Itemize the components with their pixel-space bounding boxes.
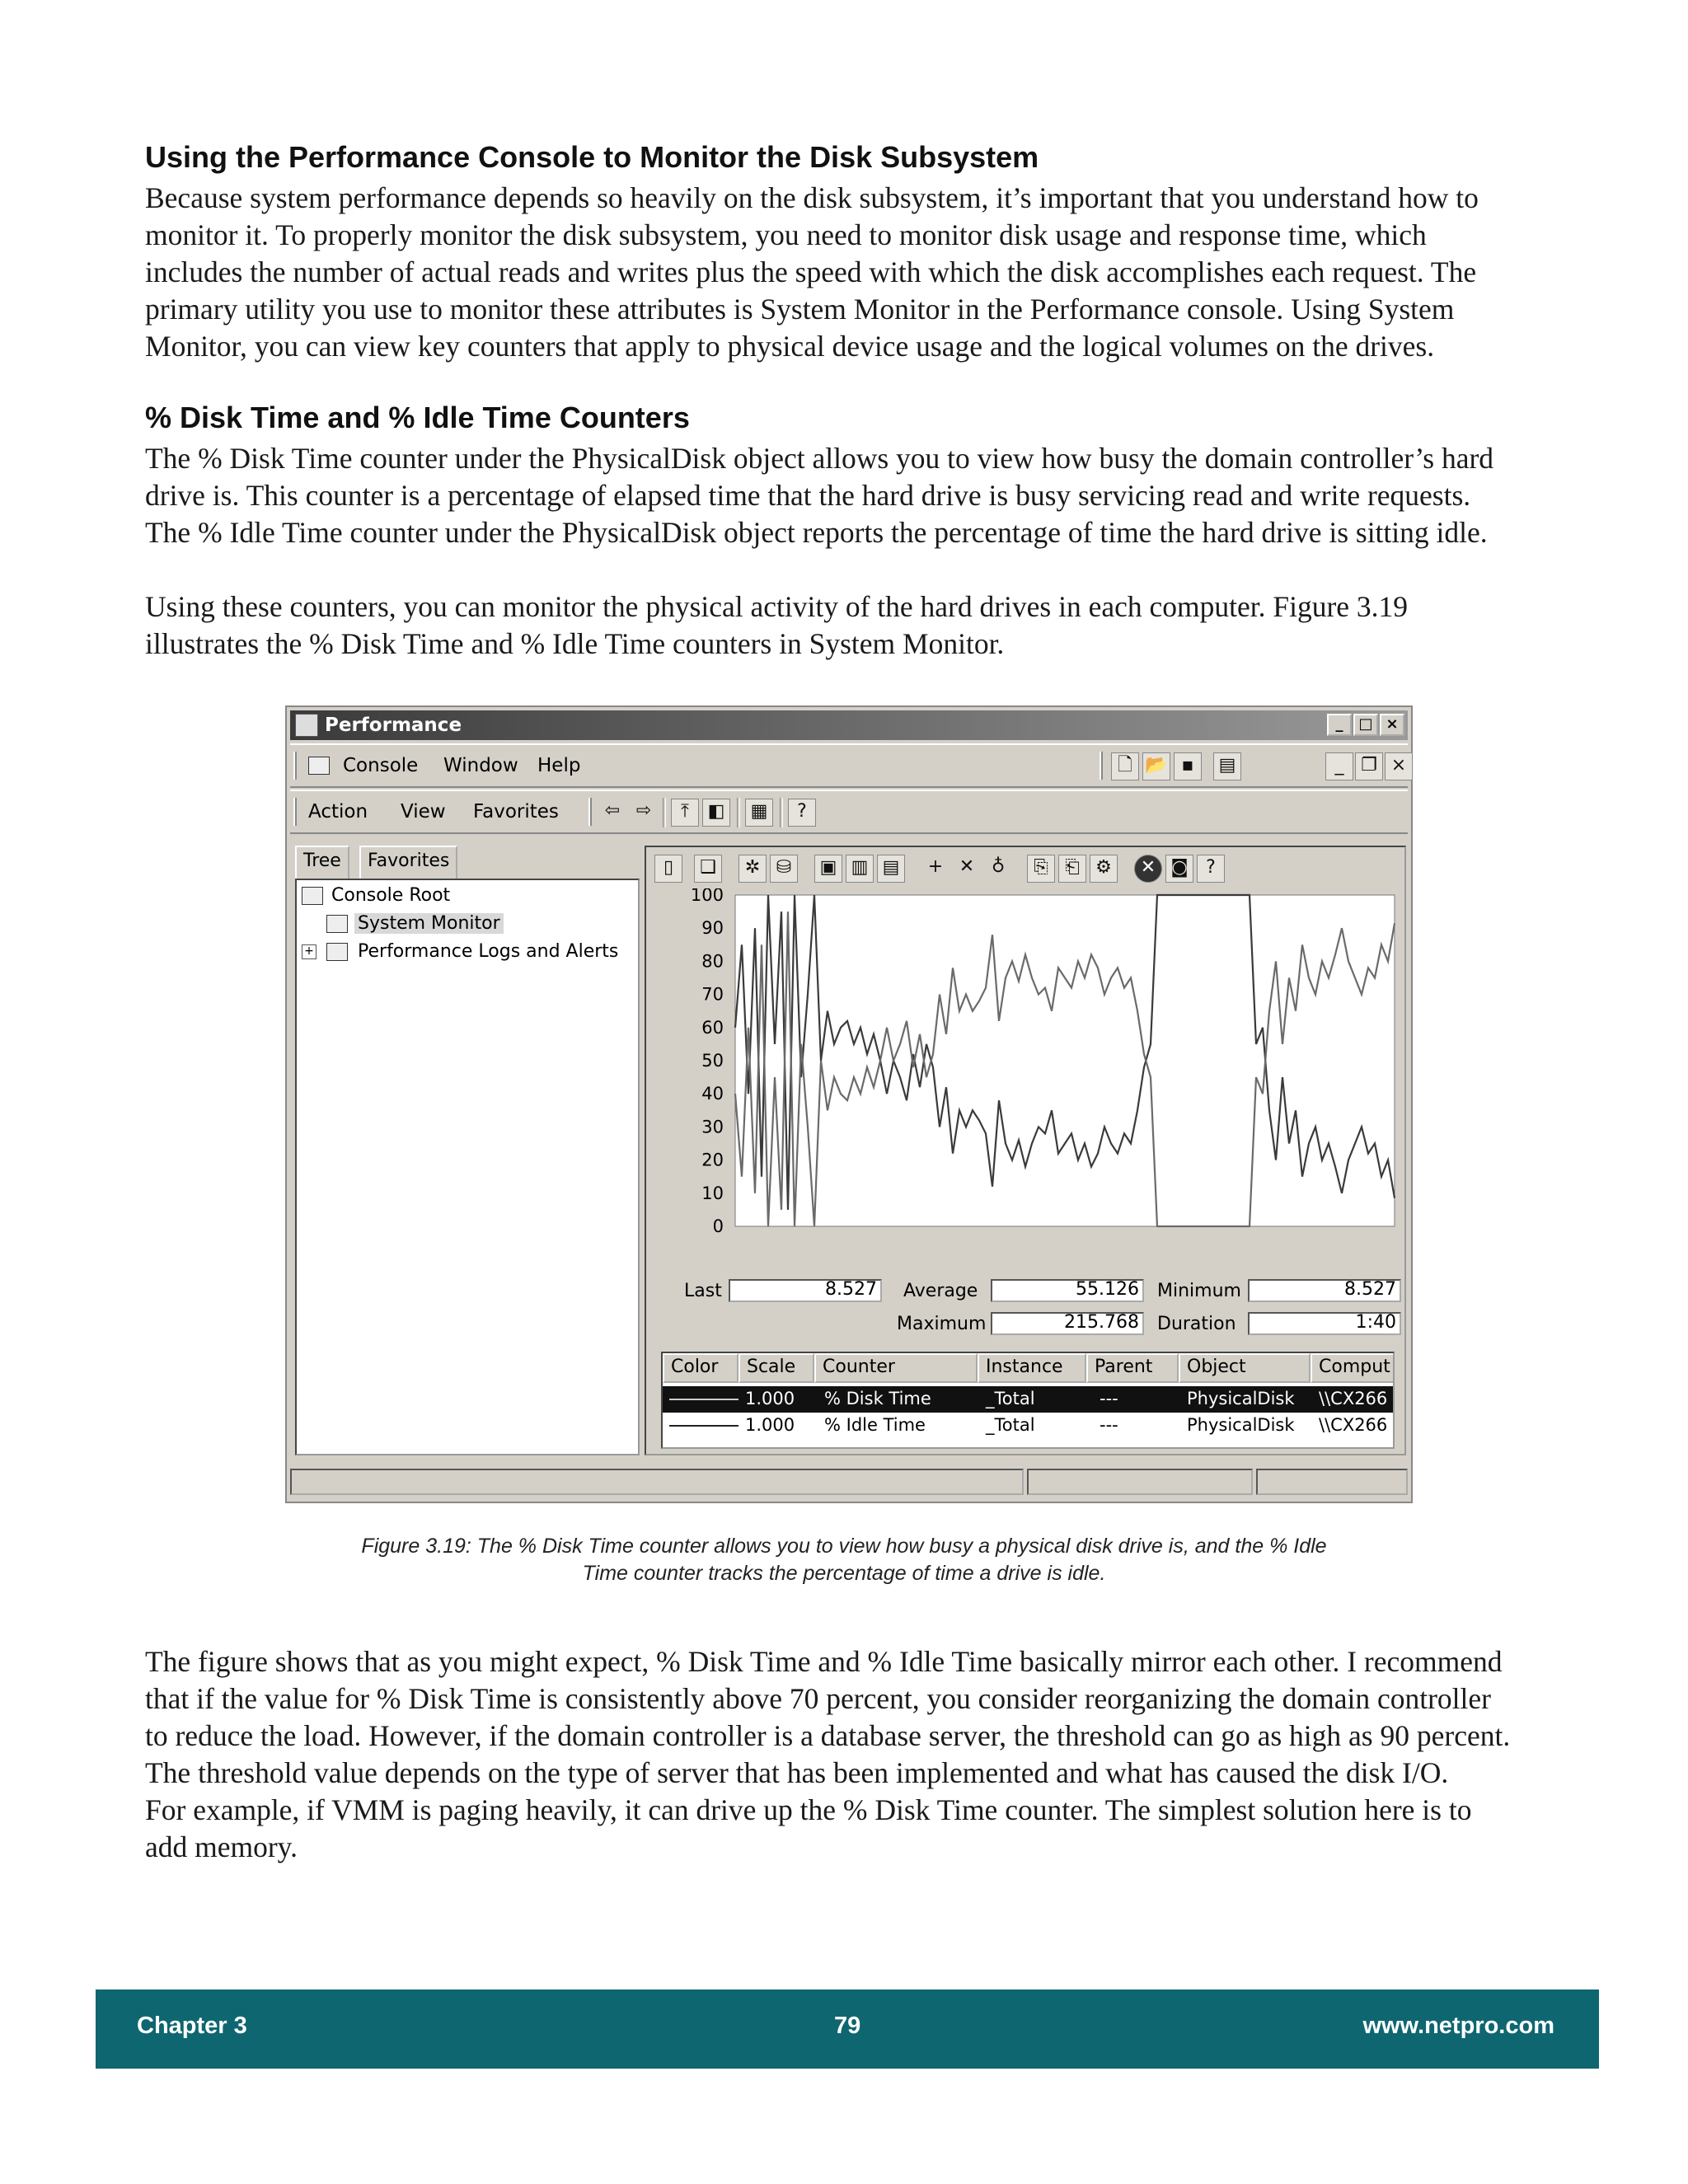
last-value: 8.527 <box>729 1279 882 1302</box>
menu-help[interactable]: Help <box>537 755 581 776</box>
tab-tree[interactable]: Tree <box>295 846 349 879</box>
performance-app-icon <box>295 714 318 737</box>
text-line: add memory. <box>145 1830 298 1863</box>
text-line: The % Idle Time counter under the PhysicalDisk object reports the percentage of time the hard drive is sitting idle. <box>145 516 1488 549</box>
tree-view <box>295 879 640 1455</box>
y-tick-label: 90 <box>701 918 724 939</box>
tree-node-label: Console Root <box>331 885 451 906</box>
y-tick-label: 10 <box>701 1183 724 1203</box>
show-hide-tree-icon[interactable]: ◧ <box>702 799 730 827</box>
new-counter-set-icon[interactable]: ▯ <box>654 855 682 883</box>
save-icon[interactable]: ▪ <box>1174 752 1202 780</box>
maximize-icon[interactable]: □ <box>1353 714 1378 736</box>
toolbar-grip[interactable] <box>588 798 592 826</box>
page-number: 79 <box>834 2013 861 2039</box>
text-line: to reduce the load. However, if the domain controller is a database server, the threshold can go as high as 90 percent. <box>145 1719 1511 1752</box>
legend-parent: --- <box>1100 1389 1118 1408</box>
maximum-label: Maximum <box>897 1314 987 1334</box>
up-one-level-icon[interactable]: ⤒ <box>671 799 699 827</box>
menu-favorites[interactable]: Favorites <box>473 801 559 823</box>
average-value: 55.126 <box>991 1279 1144 1302</box>
performance-window <box>285 705 1413 1503</box>
color-swatch <box>669 1399 738 1400</box>
y-tick-label: 80 <box>701 951 724 972</box>
text-line: drive is. This counter is a percentage of elapsed time that the hard drive is busy servicing read and write requests. <box>145 479 1471 512</box>
tab-favorites[interactable]: Favorites <box>359 846 457 879</box>
text-line: Using these counters, you can monitor the physical activity of the hard drives in each computer. Figure 3.19 <box>145 590 1409 623</box>
menu-view[interactable]: View <box>401 801 446 823</box>
text-line: Because system performance depends so heavily on the disk subsystem, it’s important that you understand how to <box>145 181 1479 214</box>
legend-row-idle-time[interactable] <box>663 1413 1393 1439</box>
text-line: Monitor, you can view key counters that apply to physical device usage and the logical volumes on the drives. <box>145 330 1435 363</box>
caption-line: Figure 3.19: The % Disk Time counter allows you to view how busy a physical disk drive is, and the % Idle <box>361 1535 1327 1558</box>
caption-line: Time counter tracks the percentage of time a drive is idle. <box>582 1562 1106 1585</box>
toolbar-separator <box>780 798 783 827</box>
text-line: illustrates the % Disk Time and % Idle Time counters in System Monitor. <box>145 627 1005 660</box>
paragraph-counters <box>145 440 1563 551</box>
window-title: Performance <box>325 715 462 736</box>
forward-arrow-icon[interactable]: ⇨ <box>635 800 652 821</box>
back-arrow-icon[interactable]: ⇦ <box>604 800 621 821</box>
caption-buttons <box>1327 714 1404 736</box>
view-current-activity-icon[interactable]: ✲ <box>738 855 767 883</box>
tree-node-label: System Monitor <box>354 913 504 934</box>
text-line: The figure shows that as you might expect, % Disk Time and % Idle Time basically mirror each other. I recommend <box>145 1645 1503 1678</box>
last-label: Last <box>684 1281 722 1301</box>
system-monitor-pane <box>645 846 1406 1455</box>
legend-scale: 1.000 <box>745 1389 795 1408</box>
legend-counter: % Disk Time <box>824 1389 931 1408</box>
legend-instance: _Total <box>986 1415 1035 1435</box>
toolbar-separator <box>737 798 740 827</box>
legend-computer: \\CX266 <box>1319 1389 1388 1408</box>
export-list-icon[interactable]: ▦ <box>745 799 773 827</box>
open-icon[interactable]: 📂 <box>1142 752 1170 780</box>
toolbar-grip[interactable] <box>1100 752 1103 780</box>
column-header-computer[interactable]: Comput <box>1311 1353 1395 1383</box>
console-icon <box>308 757 330 775</box>
legend-object: PhysicalDisk <box>1187 1415 1295 1435</box>
column-header-scale[interactable]: Scale <box>738 1353 814 1383</box>
y-tick-label: 30 <box>701 1117 724 1137</box>
legend-object: PhysicalDisk <box>1187 1389 1295 1408</box>
status-panel <box>1027 1469 1253 1495</box>
toolbar-grip[interactable] <box>293 752 297 780</box>
maximum-value: 215.768 <box>991 1312 1144 1335</box>
copy-properties-icon[interactable]: ⎘ <box>1027 855 1055 883</box>
text-line: The % Disk Time counter under the PhysicalDisk object allows you to view how busy the domain controller’s hard <box>145 442 1494 475</box>
delete-counter-icon[interactable]: ✕ <box>959 856 975 877</box>
y-tick-label: 50 <box>701 1051 724 1071</box>
title-bar <box>290 710 1408 740</box>
add-counter-icon[interactable]: + <box>927 856 944 877</box>
footer-url[interactable]: www.netpro.com <box>1362 2013 1554 2039</box>
menu-console[interactable]: Console <box>343 755 419 776</box>
monitor-toolbar <box>646 847 1404 888</box>
legend-row-disk-time[interactable] <box>663 1386 1393 1413</box>
highlight-icon[interactable]: ♁ <box>991 856 1006 877</box>
y-tick-label: 70 <box>701 984 724 1005</box>
average-label: Average <box>903 1281 978 1301</box>
child-minimize-icon[interactable]: _ <box>1325 752 1353 780</box>
text-line: For example, if VMM is paging heavily, it can drive up the % Disk Time counter. The simplest solution here is to <box>145 1793 1472 1826</box>
text-line: includes the number of actual reads and writes plus the speed with which the disk accomplishes each request. The <box>145 255 1477 288</box>
column-header-parent[interactable]: Parent <box>1086 1353 1179 1383</box>
y-tick-label: 40 <box>701 1084 724 1104</box>
new-icon[interactable]: 🗋 <box>1111 752 1139 780</box>
status-panel <box>290 1469 1024 1495</box>
toolbar-separator <box>663 798 666 827</box>
child-restore-icon[interactable]: ❐ <box>1355 752 1383 780</box>
tree-node-label: Performance Logs and Alerts <box>358 941 619 962</box>
properties-icon[interactable]: ⚙ <box>1090 855 1118 883</box>
clear-display-icon[interactable]: ❑ <box>694 855 722 883</box>
color-swatch <box>669 1425 738 1427</box>
menu-window[interactable]: Window <box>443 755 518 776</box>
legend-computer: \\CX266 <box>1319 1415 1388 1435</box>
status-bar <box>290 1465 1408 1498</box>
footer-chapter: Chapter 3 <box>137 2013 247 2039</box>
section-heading-counters: % Disk Time and % Idle Time Counters <box>145 401 690 434</box>
text-line: monitor it. To properly monitor the disk subsystem, you need to monitor disk usage and response time, which <box>145 218 1427 251</box>
view-log-data-icon[interactable]: ⛁ <box>770 855 798 883</box>
legend-parent: --- <box>1100 1415 1118 1435</box>
view-report-icon[interactable]: ▤ <box>877 855 905 883</box>
text-line: that if the value for % Disk Time is consistently above 70 percent, you consider reorganizing the domain controller <box>145 1682 1491 1715</box>
legend-counter: % Idle Time <box>824 1415 926 1435</box>
menu-action[interactable]: Action <box>308 801 368 823</box>
paragraph-figure-intro <box>145 588 1563 663</box>
plot-area <box>735 895 1395 1226</box>
y-tick-label: 60 <box>701 1017 724 1038</box>
column-header-color[interactable]: Color <box>663 1353 738 1383</box>
folder-icon <box>302 887 323 905</box>
paragraph-disk-subsystem <box>145 180 1563 365</box>
legend-instance: _Total <box>986 1389 1035 1408</box>
column-header-object[interactable]: Object <box>1179 1353 1311 1383</box>
figure-caption <box>247 1533 1441 1587</box>
update-data-icon[interactable]: ◙ <box>1165 855 1193 883</box>
view-histogram-icon[interactable]: ▥ <box>846 855 874 883</box>
minimize-icon[interactable]: _ <box>1327 714 1352 736</box>
column-header-counter[interactable]: Counter <box>814 1353 978 1383</box>
section-heading-disk-subsystem: Using the Performance Console to Monitor the Disk Subsystem <box>145 140 1039 174</box>
close-icon[interactable]: × <box>1380 714 1404 736</box>
expand-plus-icon[interactable]: + <box>302 944 316 959</box>
toolbar-grip[interactable] <box>293 798 297 826</box>
help-icon[interactable]: ? <box>788 799 816 827</box>
child-close-icon[interactable]: × <box>1385 752 1413 780</box>
minimum-label: Minimum <box>1157 1281 1241 1301</box>
properties-icon[interactable]: ▤ <box>1213 752 1241 780</box>
chart <box>646 888 1404 1259</box>
minimum-value: 8.527 <box>1248 1279 1401 1302</box>
page-footer <box>96 1990 1599 2069</box>
menu-bar <box>290 743 1408 788</box>
tree-pane <box>295 846 640 1455</box>
duration-value: 1:40 <box>1248 1312 1401 1335</box>
text-line: The threshold value depends on the type of server that has been implemented and what has caused the disk I/O. <box>145 1756 1449 1789</box>
paragraph-conclusion <box>145 1643 1563 1866</box>
freeze-display-icon[interactable]: ✕ <box>1134 855 1162 883</box>
y-tick-label: 20 <box>701 1150 724 1170</box>
column-header-instance[interactable]: Instance <box>978 1353 1086 1383</box>
status-panel <box>1256 1469 1408 1495</box>
performance-logs-icon <box>326 943 348 961</box>
help-icon[interactable]: ? <box>1197 855 1225 883</box>
system-monitor-icon <box>326 915 348 933</box>
paste-counter-list-icon[interactable]: ⎗ <box>1058 855 1086 883</box>
y-tick-label: 0 <box>712 1216 724 1236</box>
duration-label: Duration <box>1157 1314 1236 1334</box>
counter-legend <box>661 1352 1395 1449</box>
legend-scale: 1.000 <box>745 1415 795 1435</box>
text-line: primary utility you use to monitor these attributes is System Monitor in the Performance console. Using System <box>145 293 1455 326</box>
view-graph-icon[interactable]: ▣ <box>814 855 842 883</box>
y-tick-label: 100 <box>690 888 724 905</box>
action-bar <box>290 790 1408 834</box>
